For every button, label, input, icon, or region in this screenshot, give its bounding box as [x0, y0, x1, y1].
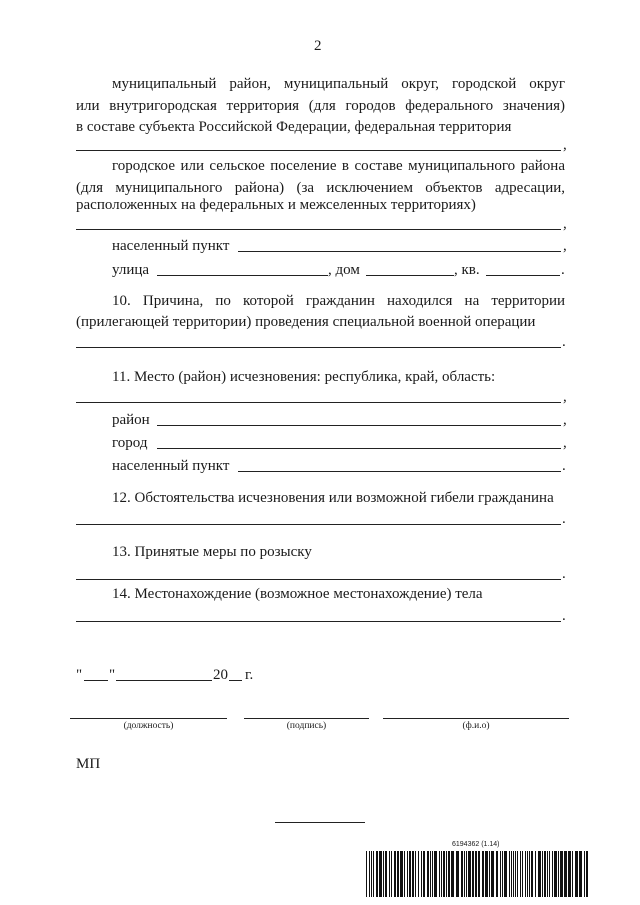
district-label: район [112, 412, 150, 428]
block2-line2: (для муниципального района) (за исключением объектов адресации, [76, 180, 565, 196]
comma: , [563, 412, 567, 428]
item12-fill-line [76, 524, 561, 525]
block1-line1: муниципальный район, муниципальный округ, городской округ [112, 76, 565, 92]
city-field-line [157, 448, 561, 449]
date-quote-open: " [76, 667, 83, 683]
block1-line3: в составе субъекта Российской Федерации, федеральная территория [76, 119, 512, 135]
item10-line1: 10. Причина, по которой гражданин находился на территории [112, 293, 565, 309]
page-number: 2 [314, 38, 322, 54]
item11-settlement-label: населенный пункт [112, 458, 230, 474]
street-label: улица [112, 262, 150, 278]
day-field-line [84, 680, 108, 681]
house-field-line [366, 275, 454, 276]
name-field-line [383, 718, 569, 719]
block2-line3: расположенных на федеральных и межселенных территориях) [76, 197, 476, 213]
stamp-label: МП [76, 756, 101, 772]
dot: . [561, 262, 565, 278]
street-field-line [157, 275, 328, 276]
comma: , [563, 216, 567, 232]
item14-fill-line [76, 621, 561, 622]
comma: , [563, 389, 567, 405]
territory-fill-line [76, 150, 561, 151]
dot: . [562, 566, 566, 582]
dot: . [562, 334, 566, 350]
dot: . [562, 458, 566, 474]
year-field-line [229, 680, 242, 681]
position-caption: (должность) [123, 721, 174, 731]
block2-line1: городское или сельское поселение в составе муниципального района [112, 158, 565, 174]
comma: , [563, 435, 567, 451]
block1-line2: или внутригородская территория (для городов федерального значения) [76, 98, 565, 114]
end-separator [275, 822, 365, 823]
apartment-field-line [486, 275, 560, 276]
settlement-label: населенный пункт [112, 238, 230, 254]
district-field-line [157, 425, 561, 426]
month-field-line [116, 680, 212, 681]
date-quote-close: " [109, 667, 116, 683]
year-suffix: г. [245, 667, 254, 683]
item13-title: 13. Принятые меры по розыску [112, 544, 312, 560]
settlement-fill-line [76, 229, 561, 230]
item12-title: 12. Обстоятельства исчезновения или возможной гибели гражданина [112, 490, 554, 506]
item10-line2: (прилегающей территории) проведения специальной военной операции [76, 314, 536, 330]
item14-title: 14. Местонахождение (возможное местонахождение) тела [112, 586, 483, 602]
dot: . [562, 608, 566, 624]
item11-settlement-field-line [238, 471, 561, 472]
apartment-label: , кв. [454, 262, 480, 278]
dot: . [562, 511, 566, 527]
comma: , [563, 137, 567, 153]
comma: , [563, 238, 567, 254]
item11-title: 11. Место (район) исчезновения: республика, край, область: [112, 369, 496, 385]
name-caption: (ф.и.о) [462, 721, 490, 731]
position-field-line [70, 718, 227, 719]
item13-fill-line [76, 579, 561, 580]
city-label: город [112, 435, 148, 451]
house-label: , дом [328, 262, 360, 278]
region-fill-line [76, 402, 561, 403]
item10-fill-line [76, 347, 561, 348]
settlement-field-line [238, 251, 561, 252]
year-prefix: 20 [213, 667, 228, 683]
signature-field-line [244, 718, 369, 719]
document-code: 6194362 (1.14) [452, 841, 500, 848]
signature-caption: (подпись) [286, 721, 327, 731]
barcode [366, 851, 590, 897]
